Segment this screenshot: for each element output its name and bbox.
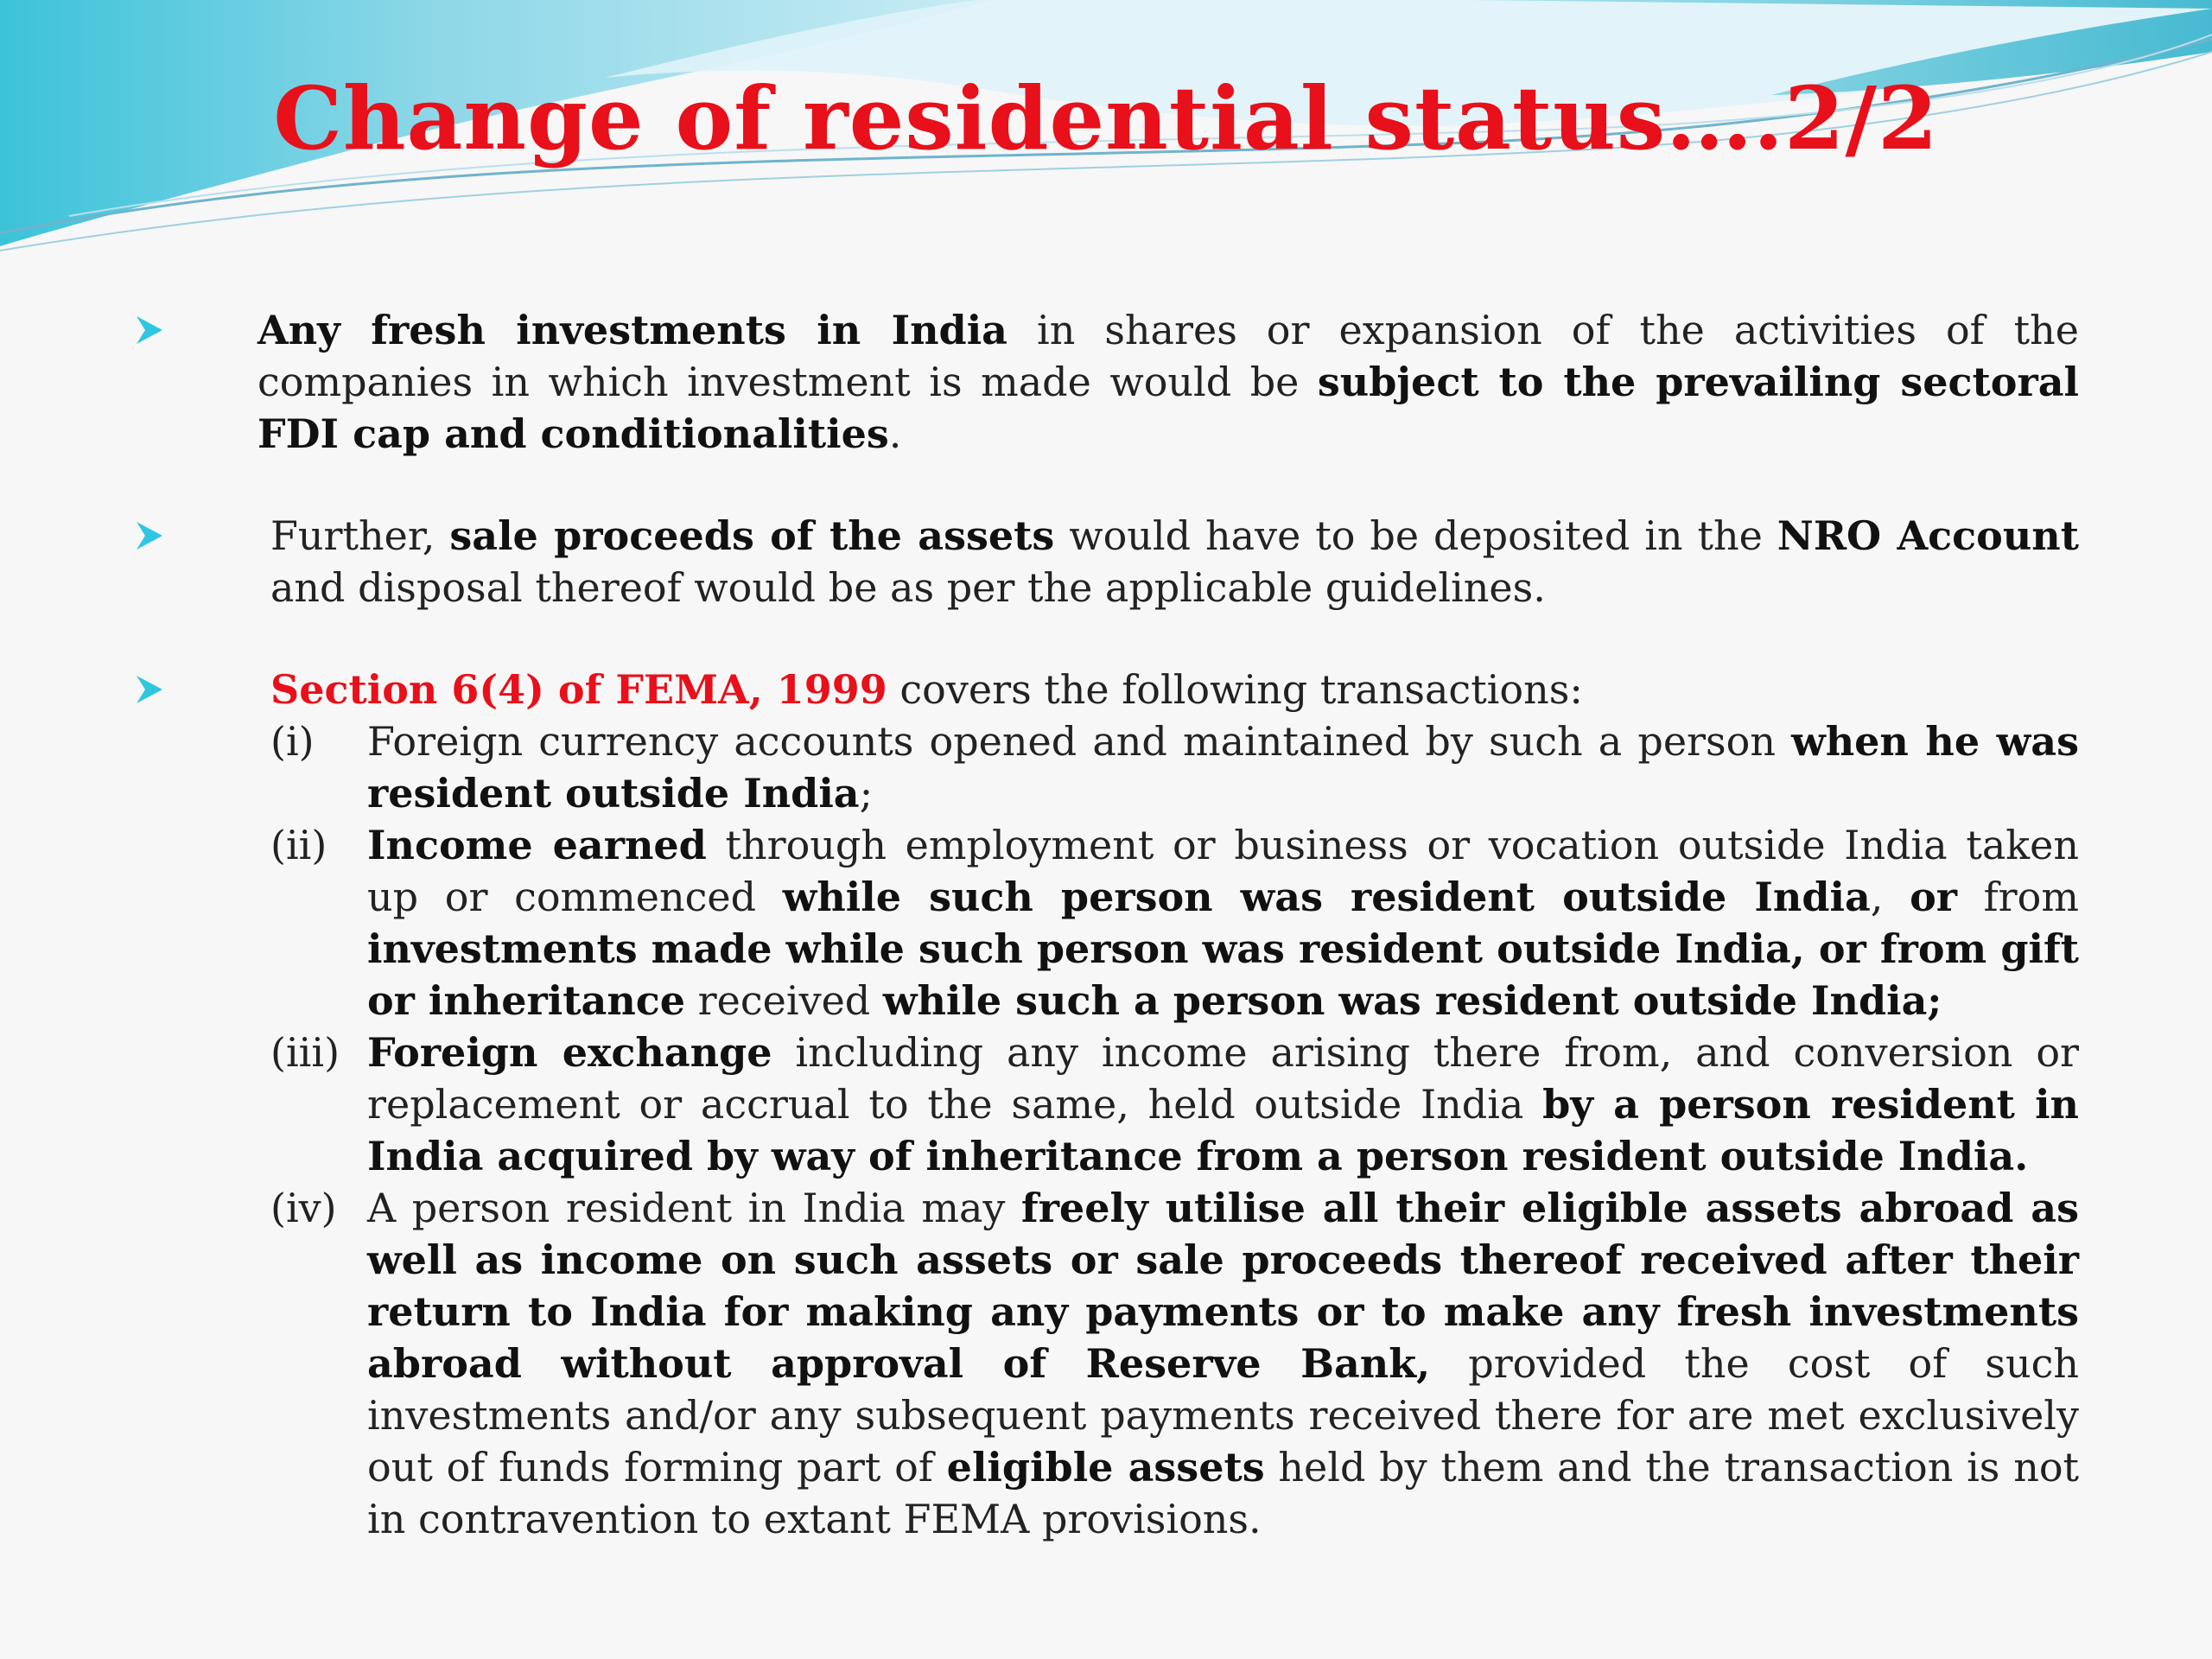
right-arrow-bullet-icon xyxy=(135,674,164,705)
text-segment: Income earned xyxy=(367,822,707,868)
text-segment: A person resident in India may xyxy=(367,1185,1021,1231)
text-segment: when he was resident outside India xyxy=(367,718,2079,817)
text-segment: investments made while such person was resident outside India, or from gift or inheritance xyxy=(367,925,2079,1024)
text-segment: sale proceeds of the assets xyxy=(449,512,1055,559)
text-segment: from xyxy=(1956,874,2079,920)
text-segment: through employment or business or vocation outside India taken up or commenced xyxy=(367,822,2079,920)
sub-item-text xyxy=(367,819,2079,1027)
text-segment: Foreign exchange xyxy=(367,1029,772,1076)
sub-item-number: (i) xyxy=(270,718,315,765)
text-segment: Foreign currency accounts opened and maintained by such a person xyxy=(367,718,1792,765)
text-segment: or xyxy=(1910,874,1957,920)
text-segment: eligible assets xyxy=(946,1444,1265,1491)
text-segment: while such person was resident outside India xyxy=(782,874,1871,920)
text-segment: while such a person was resident outside India; xyxy=(882,977,1942,1024)
text-segment: provided the cost of such investments and/or any subsequent payments received there for are met exclusively out of funds forming part of xyxy=(367,1340,2079,1491)
text-segment: . xyxy=(888,410,902,457)
sub-item-ii xyxy=(270,819,2079,1027)
text-segment: ; xyxy=(859,770,874,817)
sub-item-iii xyxy=(270,1027,2079,1182)
text-segment: held by them and the transaction is not in contravention to extant FEMA provisions. xyxy=(367,1444,2079,1542)
sub-item-number: (iv) xyxy=(270,1185,337,1231)
text-segment: including any income arising there from, and conversion or replacement or accrual to the same, held outside India xyxy=(367,1029,2080,1128)
text-segment: subject to the prevailing sectoral FDI cap and conditionalities xyxy=(257,359,2079,457)
text-segment: received xyxy=(685,977,883,1024)
bullet-text xyxy=(257,304,2079,460)
slide-content xyxy=(0,304,2212,1545)
text-segment: and disposal thereof would be as per the applicable guidelines. xyxy=(270,564,1546,611)
text-segment: freely utilise all their eligible assets abroad as well as income on such assets or sale proceeds thereof received after their return to India for making any payments or to make any fresh investments abroad without approval of Reserve Bank, xyxy=(367,1185,2079,1387)
bullet-item-section-6-4 xyxy=(0,664,2212,1545)
right-arrow-bullet-icon xyxy=(135,315,164,346)
slide-title: Change of residential status….2/2 xyxy=(273,67,1939,169)
text-segment: covers the following transactions: xyxy=(887,666,1583,713)
text-segment: by a person resident in India acquired by way of inheritance from a person resident outside India. xyxy=(367,1081,2080,1179)
text-segment: , xyxy=(1870,874,1910,920)
bullet-item-fresh-investments xyxy=(0,304,2212,460)
sub-item-text xyxy=(367,715,2079,819)
sub-item-number: (iii) xyxy=(270,1029,340,1076)
sub-item-number: (ii) xyxy=(270,822,327,868)
text-segment: Any fresh investments in India xyxy=(257,307,1007,353)
bullet-item-sale-proceeds xyxy=(0,510,2212,613)
text-segment: in shares or expansion of the activities of the companies in which investment is made would be xyxy=(257,307,2079,405)
sub-item-iv xyxy=(270,1182,2079,1545)
right-arrow-bullet-icon xyxy=(135,520,164,551)
text-segment: would have to be deposited in the xyxy=(1054,512,1777,559)
sub-item-text xyxy=(367,1027,2079,1182)
sub-item-text xyxy=(367,1182,2079,1545)
bullet-text xyxy=(270,510,2079,613)
text-segment: NRO Account xyxy=(1777,512,2079,559)
text-segment: Further, xyxy=(270,512,450,559)
bullet-text xyxy=(270,664,2079,715)
sub-item-i xyxy=(270,715,2079,819)
section-reference: Section 6(4) of FEMA, 1999 xyxy=(270,666,887,713)
